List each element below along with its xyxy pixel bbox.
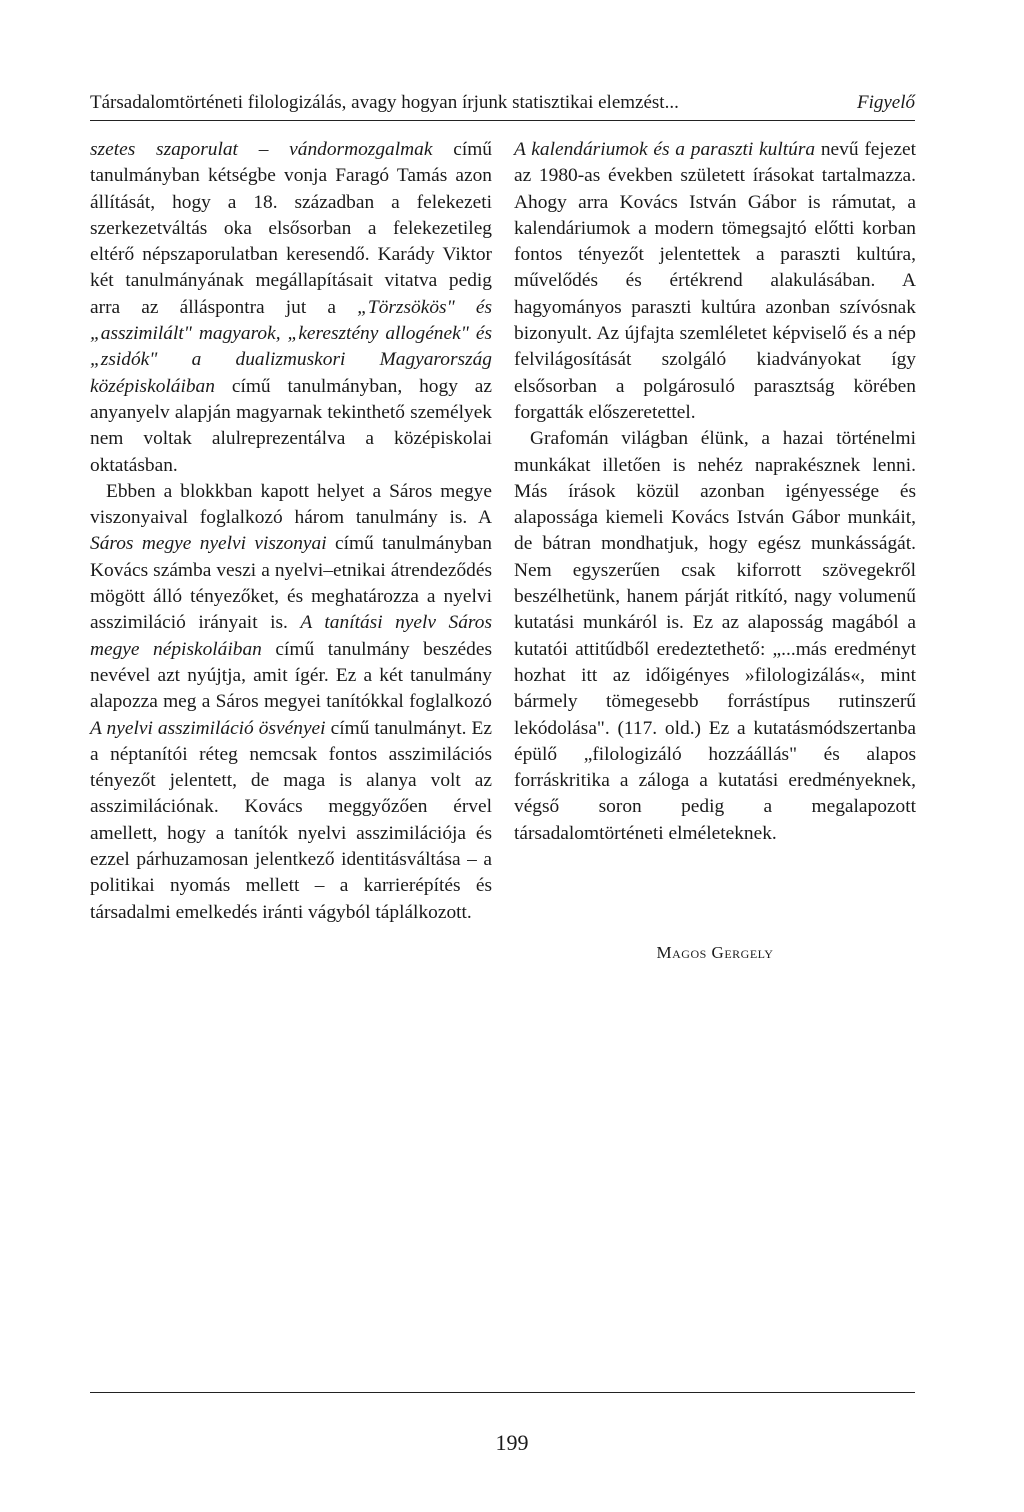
- paragraph: [90, 137, 492, 479]
- section-name: Figyelő: [856, 92, 915, 113]
- text-run: Grafomán világban élünk, a hazai történelmi munkákat illetően is nehéz naprakésznek lenni. Más írások közül azonban igényessége és alapossága kiemeli Kovács István Gábor munkáit, de bátran mondhatjuk, hogy egész munkásságát. Nem egyszerűen csak kiforrott szövegekről beszélhetünk, hanem párját ritkító, nagy volumenű kutatási munkáról is. Ez az alaposság magából a kutatói attitűdből eredeztethető: „...más eredményt hozhat itt az időigényes »filologizálás«, mint bármely tömegesebb forrástípus rutinszerű lekódolása". (117. old.) Ez a kutatásmódszertanba épülő „filologizáló hozzáállás" és alapos forráskritika a záloga a kutatási eredményeknek, végső soron pedig a megalapozott társadalomtörténeti elméleteknek.: [514, 428, 916, 844]
- running-title: Társadalomtörténeti filologizálás, avagy hogyan írjunk statisztikai elemzést...: [90, 92, 679, 113]
- running-header: [90, 90, 915, 121]
- text-run: A nyelvi asszimiláció ösvényei: [90, 717, 326, 739]
- right-column: [514, 137, 916, 847]
- author-signature: Magos Gergely: [656, 943, 774, 962]
- paragraph: [90, 479, 492, 926]
- text-run: „Törzsökös" és „asszimilált" magyarok, „keresztény allogének" és „zsidók" a dualizmuskori Magyarország középiskoláiban: [90, 296, 492, 397]
- text-run: című tanulmányt. Ez a néptanítói réteg nemcsak fontos asszimilációs tényezőt jelentett, de maga is alanya volt az asszimilációnak. Kovács meggyőzően érvel amellett, hogy a tanítók nyelvi asszimilációja és ezzel párhuzamosan jelentkező identitásváltása – a politikai nyomás mellett – a karrierépítés és társadalmi emelkedés iránti vágyból táplálkozott.: [90, 717, 492, 923]
- footer-divider: [90, 1392, 915, 1393]
- text-run: nevű fejezet az 1980-as években született írásokat tartalmazza. Ahogy arra Kovács István Gábor is rámutat, a kalendáriumok a modern tömegsajtó előtti korban fontos tényezőt jelentettek a paraszti kultúra, művelődés és értékrend alakulásában. A hagyományos paraszti kultúra azonban szívósnak bizonyult. Az újfajta szemléletet képviselő és a nép felvilágosítását szolgáló kiadványokat így elsősorban a polgárosuló parasztság körében forgatták előszeretettel.: [514, 139, 916, 423]
- paragraph: [514, 426, 916, 847]
- text-run: című tanulmányban Kovács számba veszi a nyelvi–etnikai átrendeződés mögött álló tényezőket, és meghatározza a nyelvi asszimiláció irányait is.: [90, 533, 492, 634]
- page-number: 199: [495, 1430, 529, 1455]
- text-run: A tanítási nyelv Sáros megye népiskoláiban: [90, 612, 492, 660]
- text-run: Ebben a blokkban kapott helyet a Sáros megye viszonyaival foglalkozó három tanulmány is. A: [90, 480, 492, 529]
- left-column: [90, 137, 492, 926]
- text-run: című tanulmányban kétségbe vonja Faragó Tamás azon állítását, hogy a 18. században a felekezeti szerkezetváltás oka elsősorban a felekezetileg eltérő népszaporulatban keresendő. Karády Viktor két tanulmányának megállapításait vitatva pedig arra az álláspontra jut a: [90, 139, 492, 318]
- text-run: című tanulmány beszédes nevével azt nyújtja, amit ígér. Ez a két tanulmány alapozza meg a Sáros megyei tanítókkal foglalkozó: [90, 638, 493, 713]
- paragraph: [514, 137, 916, 426]
- text-run: A kalendáriumok és a paraszti kultúra: [514, 139, 816, 160]
- text-run: című tanulmányban, hogy az anyanyelv alapján magyarnak tekinthető személyek nem voltak alulreprezentálva a középiskolai oktatásban.: [90, 375, 492, 476]
- text-run: Sáros megye nyelvi viszonyai: [90, 533, 327, 555]
- text-run: szetes szaporulat – vándormozgalmak: [90, 139, 433, 160]
